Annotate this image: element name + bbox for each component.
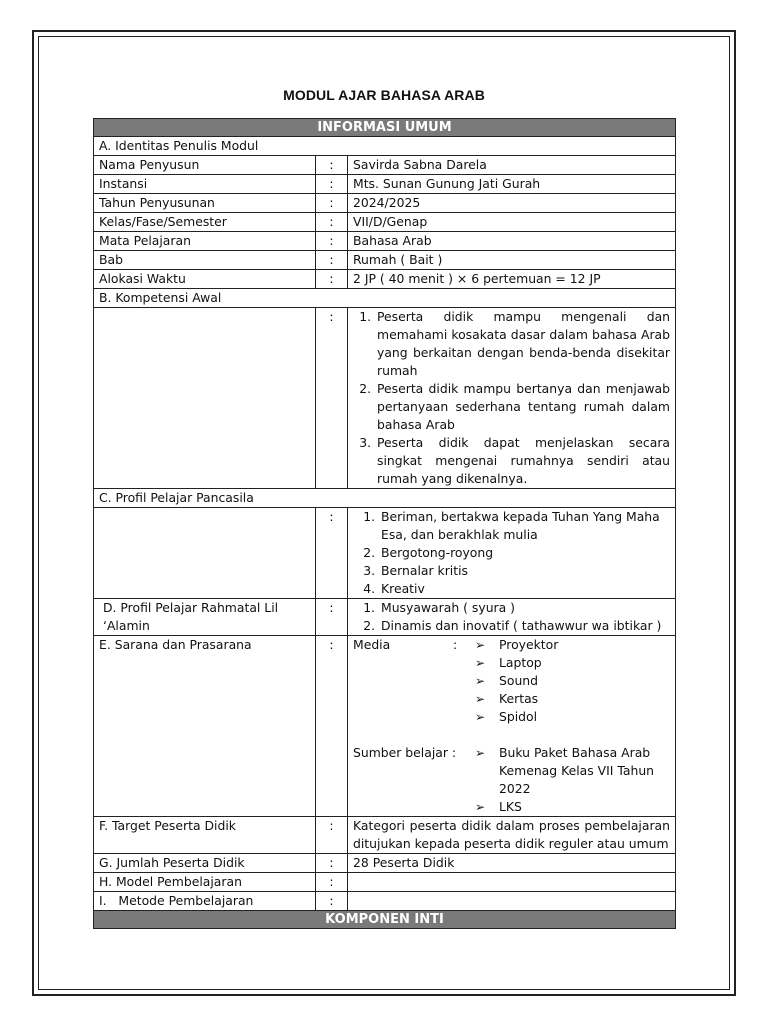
empty-label-cell: [94, 308, 316, 489]
rahmatal-heading: D. Profil Pelajar Rahmatal Lil ‘Alamin: [94, 599, 316, 636]
table-row: [94, 156, 676, 175]
row-colon: :: [316, 175, 348, 194]
list-item: ➢ Spidol: [475, 708, 670, 726]
row-colon: :: [316, 873, 348, 892]
spacer: [353, 726, 670, 744]
list-item: 4. Kreativ: [379, 580, 670, 598]
table-row: [94, 873, 676, 892]
table-row: [94, 636, 676, 817]
empty-label-cell: [94, 508, 316, 599]
section-header-komponen-inti: KOMPONEN INTI: [94, 911, 676, 929]
row-value: 2024/2025: [348, 194, 676, 213]
kompetensi-list: [353, 308, 670, 488]
row-value: Rumah ( Bait ): [348, 251, 676, 270]
media-list: [475, 636, 670, 726]
section-header-informasi-umum: INFORMASI UMUM: [94, 119, 676, 137]
table-row: [94, 232, 676, 251]
row-value: Mts. Sunan Gunung Jati Gurah: [348, 175, 676, 194]
kompetensi-heading: B. Kompetensi Awal: [94, 289, 676, 308]
pancasila-heading: C. Profil Pelajar Pancasila: [94, 489, 676, 508]
sumber-group: [353, 744, 670, 816]
sarana-cell: [348, 636, 676, 817]
row-colon: :: [316, 213, 348, 232]
table-row: [94, 817, 676, 854]
jumlah-heading: G. Jumlah Peserta Didik: [94, 854, 316, 873]
sarana-heading: E. Sarana dan Prasarana: [94, 636, 316, 817]
metode-value: [348, 892, 676, 911]
table-row: [94, 194, 676, 213]
row-colon: :: [316, 251, 348, 270]
module-table: [93, 118, 676, 929]
row-colon: :: [316, 854, 348, 873]
row-colon: :: [316, 156, 348, 175]
row-value: Savirda Sabna Darela: [348, 156, 676, 175]
sumber-label: Sumber belajar :: [353, 745, 457, 760]
row-label: Nama Penyusun: [94, 156, 316, 175]
model-heading: H. Model Pembelajaran: [94, 873, 316, 892]
table-row: [94, 270, 676, 289]
row-label: Alokasi Waktu: [94, 270, 316, 289]
row-label: Kelas/Fase/Semester: [94, 213, 316, 232]
pancasila-list: [353, 508, 670, 598]
list-item: 2. Peserta didik mampu bertanya dan menjawab pertanyaan sederhana tentang rumah dalam bahasa Arab: [375, 380, 670, 434]
target-value: Kategori peserta didik dalam proses pembelajaran ditujukan kepada peserta didik reguler atau umum: [348, 817, 676, 854]
pancasila-list-cell: [348, 508, 676, 599]
metode-heading: I. Metode Pembelajaran: [94, 892, 316, 911]
table-row: [94, 508, 676, 599]
table-row: [94, 854, 676, 873]
rahmatal-list-cell: [348, 599, 676, 636]
list-item: 3. Peserta didik dapat menjelaskan secara singkat mengenai rumahnya sendiri atau rumah yang dikenalnya.: [375, 434, 670, 488]
target-heading: F. Target Peserta Didik: [94, 817, 316, 854]
list-item: 1. Beriman, bertakwa kepada Tuhan Yang Maha Esa, dan berakhlak mulia: [379, 508, 670, 544]
identitas-heading: A. Identitas Penulis Modul: [94, 137, 676, 156]
row-label: Instansi: [94, 175, 316, 194]
row-label: Tahun Penyusunan: [94, 194, 316, 213]
list-item: ➢ Sound: [475, 672, 670, 690]
list-item: ➢ Buku Paket Bahasa Arab Kemenag Kelas VII Tahun 2022: [475, 744, 670, 798]
jumlah-value: 28 Peserta Didik: [348, 854, 676, 873]
row-colon: :: [316, 508, 348, 599]
list-item: 3. Bernalar kritis: [379, 562, 670, 580]
row-colon: :: [316, 194, 348, 213]
row-colon: :: [316, 232, 348, 251]
list-item: ➢ LKS: [475, 798, 670, 816]
row-colon: :: [316, 892, 348, 911]
media-colon: :: [453, 637, 458, 652]
list-item: 2. Dinamis dan inovatif ( tathawwur wa ibtikar ): [379, 617, 670, 635]
row-colon: :: [316, 308, 348, 489]
list-item: ➢ Laptop: [475, 654, 670, 672]
table-row: [94, 308, 676, 489]
list-item: 2. Bergotong-royong: [379, 544, 670, 562]
table-row: [94, 892, 676, 911]
row-colon: :: [316, 636, 348, 817]
list-item: ➢ Kertas: [475, 690, 670, 708]
model-value: [348, 873, 676, 892]
table-row: [94, 175, 676, 194]
list-item: 1. Peserta didik mampu mengenali dan memahami kosakata dasar dalam bahasa Arab yang berkaitan dengan benda-benda disekitar rumah: [375, 308, 670, 380]
media-group: [353, 636, 670, 726]
media-label: Media: [353, 637, 391, 652]
document-title: MODUL AJAR BAHASA ARAB: [283, 87, 485, 103]
list-item: ➢ Proyektor: [475, 636, 670, 654]
rahmatal-list: [353, 599, 670, 635]
kompetensi-list-cell: [348, 308, 676, 489]
row-label: Mata Pelajaran: [94, 232, 316, 251]
list-item: 1. Musyawarah ( syura ): [379, 599, 670, 617]
table-row: [94, 251, 676, 270]
row-label: Bab: [94, 251, 316, 270]
table-row: [94, 599, 676, 636]
row-colon: :: [316, 599, 348, 636]
row-value: VII/D/Genap: [348, 213, 676, 232]
row-colon: :: [316, 270, 348, 289]
sumber-list: [475, 744, 670, 816]
row-value: Bahasa Arab: [348, 232, 676, 251]
row-value: 2 JP ( 40 menit ) × 6 pertemuan = 12 JP: [348, 270, 676, 289]
row-colon: :: [316, 817, 348, 854]
table-row: [94, 213, 676, 232]
